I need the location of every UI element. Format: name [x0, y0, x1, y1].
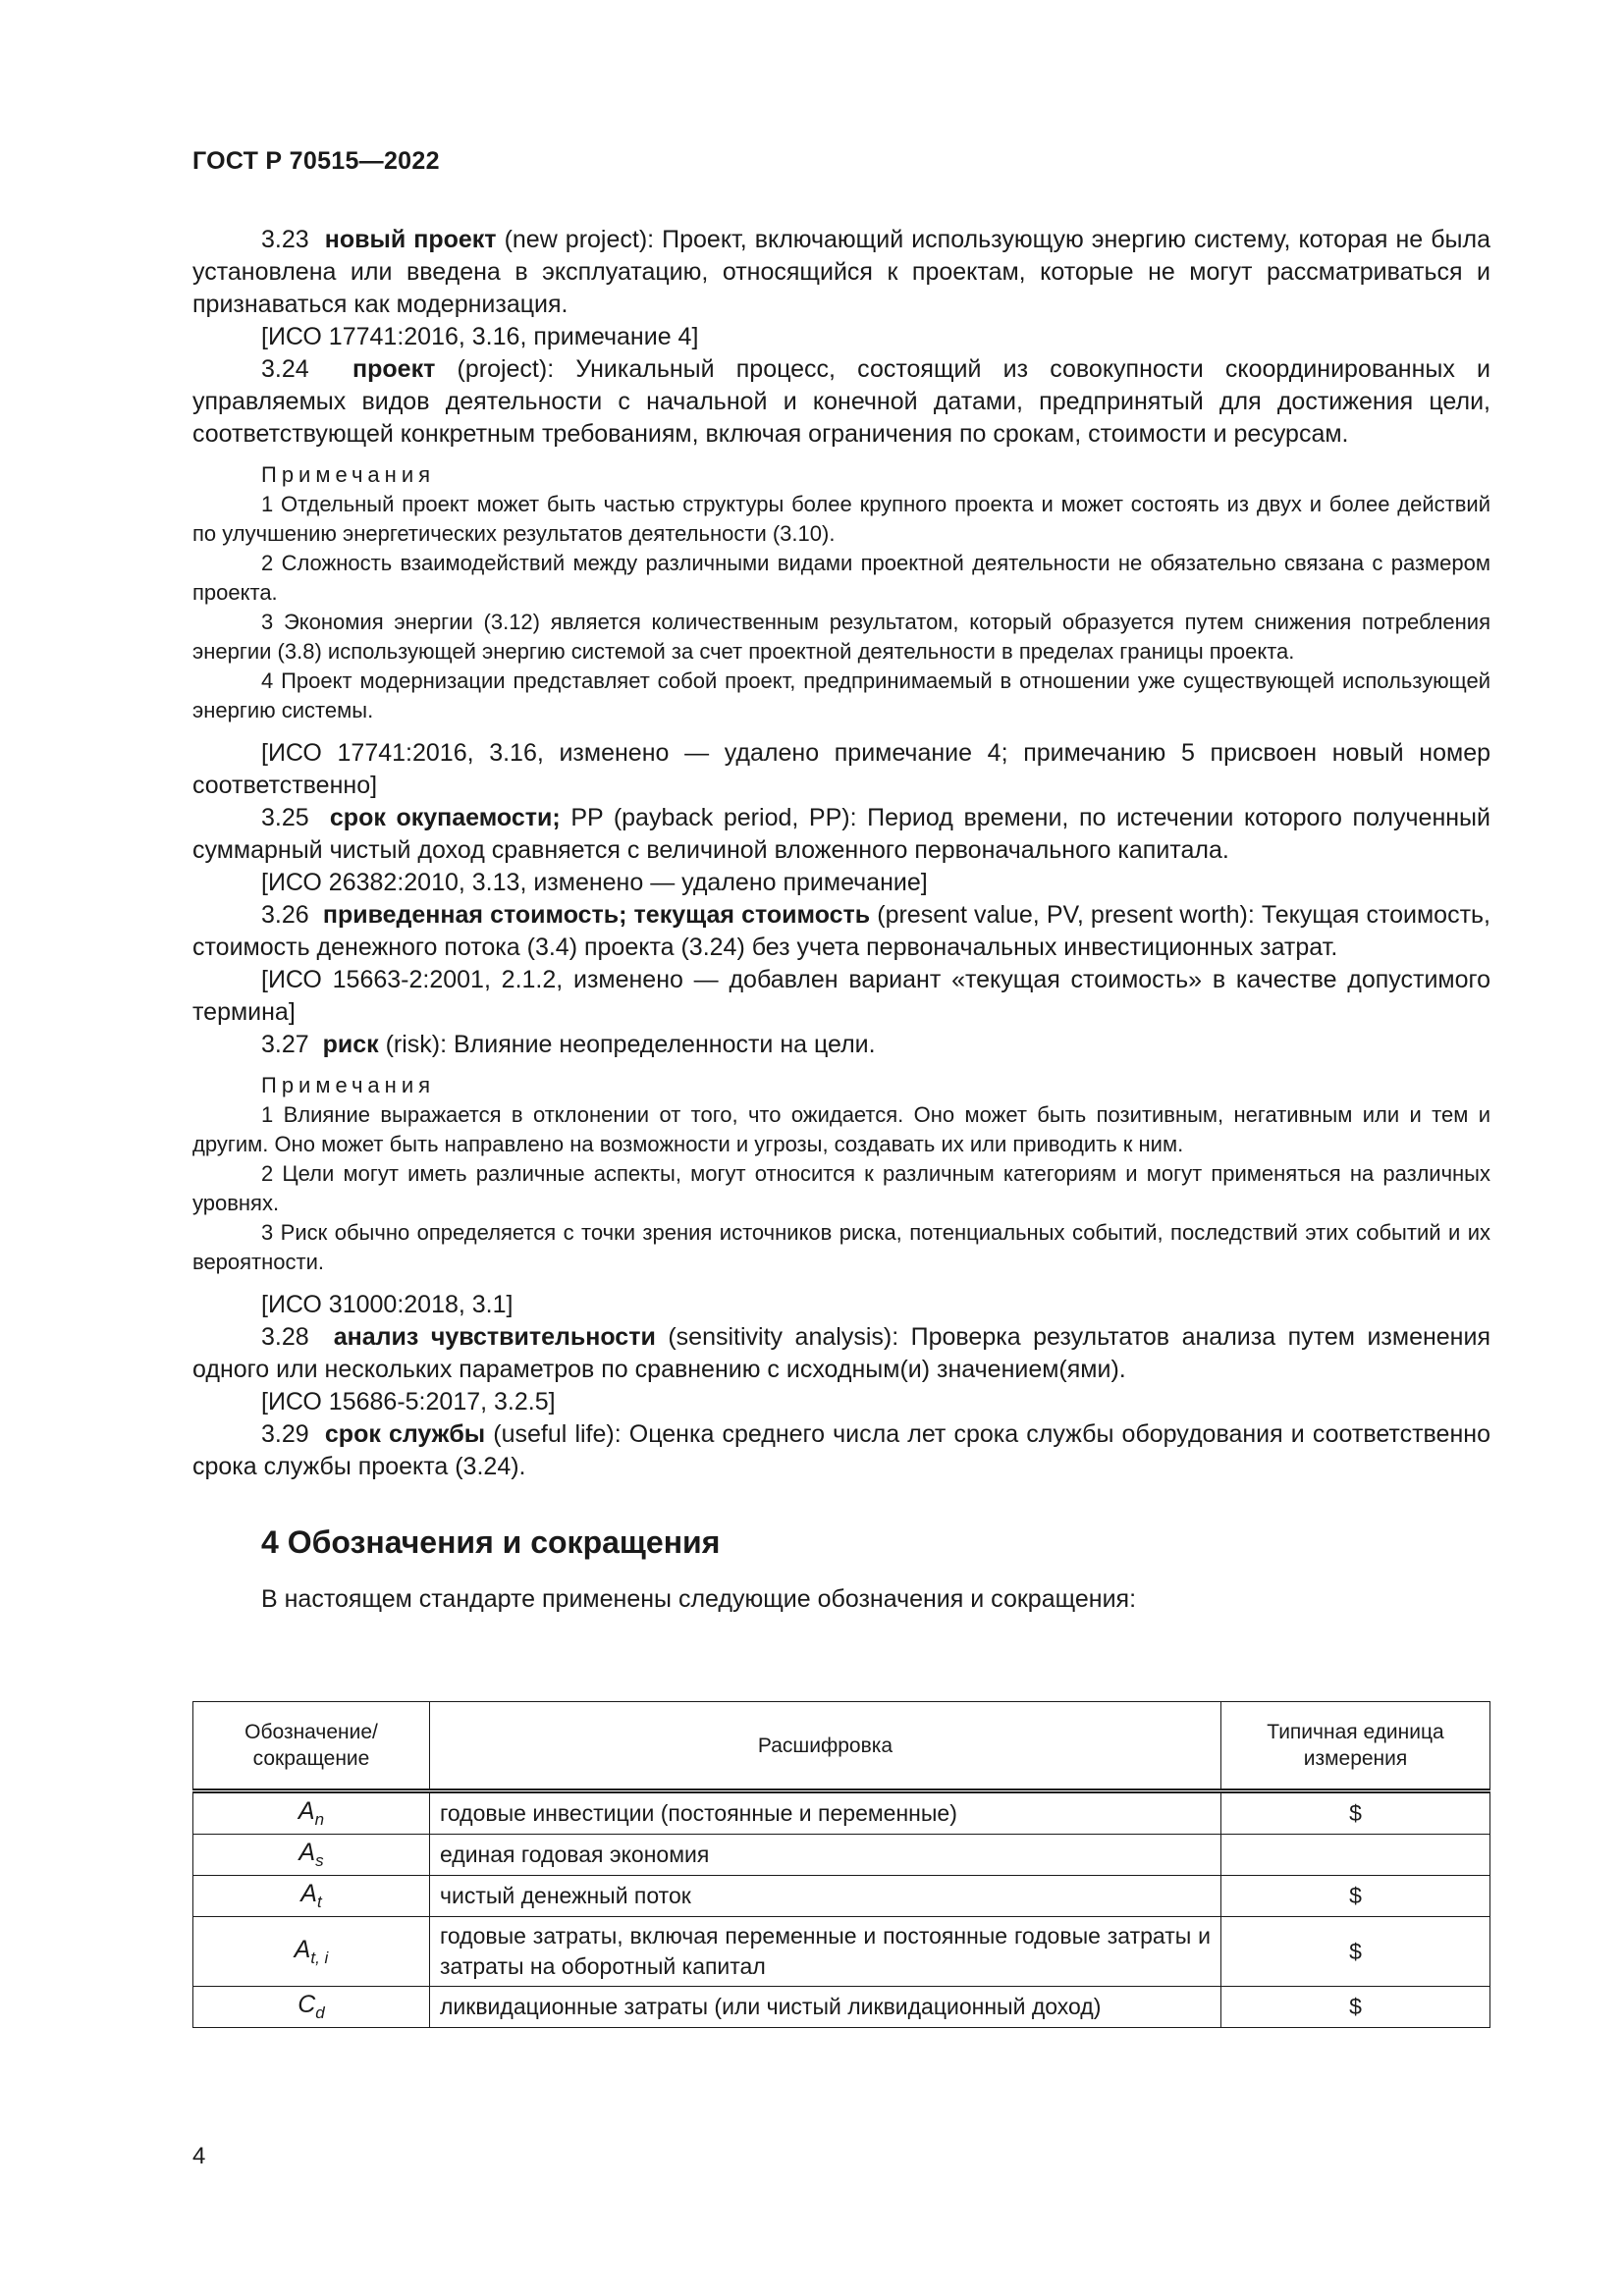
table-header-row	[193, 1702, 1490, 1791]
description-cell: чистый денежный поток	[430, 1876, 1221, 1917]
symbol-cell	[193, 1835, 430, 1876]
spacer	[192, 1277, 1490, 1289]
term-definition	[192, 1029, 1490, 1061]
note-item: 2 Цели могут иметь различные аспекты, могут относится к различным категориям и могут применяться на различных уровнях.	[192, 1161, 1490, 1215]
table-row	[193, 1791, 1490, 1835]
term-text: (new project): Проект, включающий использующую энергию систему, которая не была установлена или введена в эксплуатацию, относящийся к проектам, которые не могут рассматриваться и признаваться как модернизация.	[192, 226, 1490, 318]
unit-cell: $	[1221, 1791, 1490, 1835]
term-name: анализ чувствительности	[333, 1323, 656, 1351]
description-cell: единая годовая экономия	[430, 1835, 1221, 1876]
symbol-cell	[193, 1987, 430, 2028]
symbol-subscript: t, i	[310, 1948, 329, 1967]
description-cell: ликвидационные затраты (или чистый ликвидационный доход)	[430, 1987, 1221, 2028]
document-body	[192, 224, 1490, 1616]
source-reference: [ИСО 17741:2016, 3.16, примечание 4]	[261, 323, 699, 350]
term-number: 3.24	[261, 355, 309, 383]
symbol-subscript: n	[314, 1810, 325, 1829]
term-text: (risk): Влияние неопределенности на цели.	[378, 1031, 876, 1058]
source-reference: [ИСО 26382:2010, 3.13, изменено — удалено примечание]	[261, 869, 928, 896]
table-row	[193, 1987, 1490, 2028]
symbol-cell	[193, 1917, 430, 1987]
symbol: A	[298, 1797, 315, 1825]
symbol-subscript: s	[315, 1851, 324, 1870]
symbol: A	[294, 1935, 311, 1963]
table-row	[193, 1835, 1490, 1876]
symbol: C	[298, 1991, 316, 2018]
description-cell: годовые затраты, включая переменные и постоянные годовые затраты и затраты на оборотный капитал	[430, 1917, 1221, 1987]
section-title: 4 Обозначения и сокращения	[261, 1524, 721, 1560]
unit-cell	[1221, 1835, 1490, 1876]
note-item: 3 Риск обычно определяется с точки зрения источников риска, потенциальных событий, последствий этих событий и их вероятности.	[192, 1220, 1490, 1274]
term-definition	[192, 1418, 1490, 1483]
source-reference: [ИСО 15663-2:2001, 2.1.2, изменено — добавлен вариант «текущая стоимость» в качестве допустимого термина]	[192, 966, 1490, 1026]
term-number: 3.27	[261, 1031, 309, 1058]
symbol: A	[300, 1880, 317, 1907]
spacer	[192, 725, 1490, 737]
symbol-subscript: t	[316, 1893, 322, 1911]
notes-heading: Примечания	[261, 1073, 436, 1097]
table-row	[193, 1917, 1490, 1987]
note-item: 1 Влияние выражается в отклонении от того, что ожидается. Оно может быть позитивным, негативным или и тем и другим. Оно может быть направлено на возможности и угрозы, создавать их или приводить к ним.	[192, 1102, 1490, 1156]
unit-cell: $	[1221, 1987, 1490, 2028]
abbreviations-table	[192, 1701, 1490, 2028]
term-name: новый проект	[324, 226, 497, 253]
term-text: (useful life): Оценка среднего числа лет срока службы оборудования и соответственно срока службы проекта (3.24).	[192, 1420, 1490, 1480]
term-number: 3.26	[261, 901, 309, 929]
note-item: 3 Экономия энергии (3.12) является количественным результатом, который образуется путем снижения потребления энергии (3.8) использующей энергию системой за счет проектной деятельности в пределах границы проекта.	[192, 610, 1490, 664]
note-item: 1 Отдельный проект может быть частью структуры более крупного проекта и может состоять из двух и более действий по улучшению энергетических результатов деятельности (3.10).	[192, 492, 1490, 546]
unit-cell: $	[1221, 1917, 1490, 1987]
standard-header: ГОСТ Р 70515—2022	[192, 147, 440, 175]
term-number: 3.29	[261, 1420, 309, 1448]
source-reference: [ИСО 15686-5:2017, 3.2.5]	[261, 1388, 556, 1415]
source-reference: [ИСО 31000:2018, 3.1]	[261, 1291, 514, 1318]
term-text: (present value, PV, present worth): Текущая стоимость, стоимость денежного потока (3.4) проекта (3.24) без учета первоначальных инвестиционных затрат.	[192, 901, 1490, 961]
section-intro: В настоящем стандарте применены следующие обозначения и сокращения:	[261, 1585, 1137, 1613]
symbol-subscript: d	[315, 2003, 325, 2022]
term-name: срок службы	[324, 1420, 486, 1448]
term-name: приведенная стоимость; текущая стоимость	[322, 901, 871, 929]
header-description: Расшифровка	[430, 1702, 1221, 1791]
header-unit: Типичная единица измерения	[1221, 1702, 1490, 1791]
symbol-cell	[193, 1791, 430, 1835]
unit-cell: $	[1221, 1876, 1490, 1917]
notes-heading: Примечания	[261, 462, 436, 487]
term-text: (sensitivity analysis): Проверка результатов анализа путем изменения одного или нескольких параметров по сравнению с исходным(и) значением(ями).	[192, 1323, 1490, 1383]
symbol: A	[298, 1839, 316, 1866]
term-name: срок окупаемости;	[329, 804, 561, 831]
term-number: 3.25	[261, 804, 309, 831]
term-definition	[192, 899, 1490, 964]
table-row	[193, 1876, 1490, 1917]
note-item: 2 Сложность взаимодействий между различными видами проектной деятельности не обязательно связана с размером проекта.	[192, 551, 1490, 605]
page-number: 4	[192, 2143, 206, 2169]
term-name: проект	[352, 355, 436, 383]
term-definition	[192, 353, 1490, 451]
symbol-cell	[193, 1876, 430, 1917]
header-symbol: Обозначение/ сокращение	[193, 1702, 430, 1791]
term-definition	[192, 224, 1490, 321]
term-definition	[192, 802, 1490, 867]
term-definition	[192, 1321, 1490, 1386]
term-number: 3.28	[261, 1323, 309, 1351]
source-reference: [ИСО 17741:2016, 3.16, изменено — удалено примечание 4; примечанию 5 присвоен новый номер соответственно]	[192, 739, 1490, 799]
term-text: PP (payback period, PP): Период времени, по истечении которого полученный суммарный чистый доход сравняется с величиной вложенного первоначального капитала.	[192, 804, 1490, 864]
term-name: риск	[322, 1031, 379, 1058]
description-cell: годовые инвестиции (постоянные и переменные)	[430, 1791, 1221, 1835]
note-item: 4 Проект модернизации представляет собой проект, предпринимаемый в отношении уже существующей использующей энергию системы.	[192, 668, 1490, 722]
term-number: 3.23	[261, 226, 309, 253]
term-text: (project): Уникальный процесс, состоящий из совокупности скоординированных и управляемых видов деятельности с начальной и конечной датами, предпринятый для достижения цели, соответствующей конкретным требованиям, включая ограничения по срокам, стоимости и ресурсам.	[192, 355, 1490, 448]
